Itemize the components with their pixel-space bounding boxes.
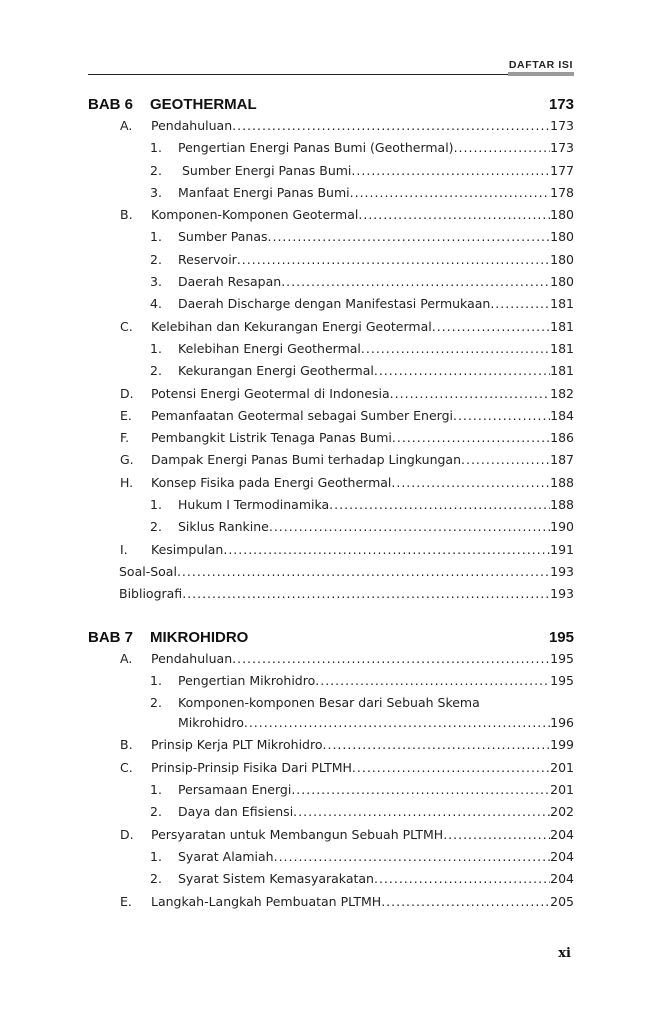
chapter-page: 173 xyxy=(548,96,574,113)
entry-page: 182 xyxy=(550,385,574,401)
entry-label: Sumber Energi Panas Bumi xyxy=(178,162,352,178)
entry-page: 205 xyxy=(550,893,574,909)
entry-page: 204 xyxy=(550,871,574,887)
dot-leader xyxy=(374,871,550,886)
dot-leader xyxy=(329,497,550,512)
entry-label: Siklus Rankine xyxy=(178,519,269,535)
entry-marker: 2. xyxy=(150,804,162,820)
entry-marker: A. xyxy=(120,650,133,666)
entry-page: 180 xyxy=(550,274,574,290)
toc-entry[interactable] xyxy=(88,252,574,274)
entry-page: 195 xyxy=(550,672,574,688)
entry-page: 180 xyxy=(550,207,574,223)
entry-label: Manfaat Energi Panas Bumi xyxy=(178,184,350,200)
dot-leader xyxy=(390,386,550,401)
dot-leader xyxy=(454,140,551,155)
running-header: DAFTAR ISI xyxy=(508,59,573,71)
dot-leader xyxy=(293,804,550,819)
entry-page: 188 xyxy=(550,497,574,513)
entry-label: Potensi Energi Geotermal di Indonesia xyxy=(151,385,390,401)
entry-label: Daya dan Efisiensi xyxy=(178,804,294,820)
entry-marker: 2. xyxy=(150,519,162,535)
entry-page: 184 xyxy=(550,407,574,423)
entry-marker: 4. xyxy=(150,296,162,312)
entry-label: Soal-Soal xyxy=(119,563,177,579)
toc-entry[interactable] xyxy=(88,452,574,474)
toc-entry[interactable] xyxy=(88,849,574,871)
entry-marker: 2. xyxy=(150,695,162,711)
entry-page: 193 xyxy=(550,586,574,602)
entry-label-continued: Mikrohidro xyxy=(178,715,244,731)
entry-page: 181 xyxy=(550,318,574,334)
toc-entry[interactable] xyxy=(88,673,574,695)
chapter-number: BAB 7 xyxy=(88,628,134,646)
chapter-spacer xyxy=(88,609,574,629)
entry-marker: A. xyxy=(120,118,133,133)
toc-entry[interactable] xyxy=(88,651,574,673)
entry-marker: 3. xyxy=(150,184,162,200)
toc-entry[interactable] xyxy=(88,695,574,715)
entry-marker: 2. xyxy=(150,162,162,178)
toc-entry[interactable] xyxy=(88,207,574,229)
entry-page: 199 xyxy=(550,737,574,753)
dot-leader xyxy=(490,296,550,311)
dot-leader xyxy=(352,760,550,775)
entry-label: Syarat Alamiah xyxy=(178,848,274,864)
dot-leader xyxy=(358,207,550,222)
entry-marker: D. xyxy=(120,826,134,842)
entry-page: 180 xyxy=(550,229,574,245)
toc-entry[interactable] xyxy=(88,804,574,826)
toc-entry[interactable] xyxy=(88,586,574,608)
dot-leader xyxy=(374,363,550,378)
entry-marker: H. xyxy=(120,474,134,490)
entry-label: Hukum I Termodinamika xyxy=(178,497,330,513)
entry-marker: C. xyxy=(120,759,133,775)
toc-entry[interactable] xyxy=(88,296,574,318)
dot-leader xyxy=(232,651,550,666)
entry-label: Sumber Panas xyxy=(178,229,268,245)
entry-marker: 2. xyxy=(150,871,162,887)
dot-leader xyxy=(361,341,550,356)
chapter-heading[interactable] xyxy=(88,629,574,651)
entry-label: Reservoir xyxy=(178,251,237,267)
dot-leader xyxy=(291,782,550,797)
entry-page: 178 xyxy=(550,184,574,200)
entry-page: 173 xyxy=(550,140,574,156)
dot-leader xyxy=(244,715,550,730)
toc-entry[interactable] xyxy=(88,319,574,341)
toc-entry[interactable] xyxy=(88,871,574,893)
page-number: xi xyxy=(558,946,571,961)
entry-label: Daerah Resapan xyxy=(178,274,282,290)
entry-label: Kelebihan dan Kekurangan Energi Geotermal xyxy=(151,318,432,334)
toc-entry[interactable] xyxy=(88,408,574,430)
entry-label: Konsep Fisika pada Energi Geothermal xyxy=(151,474,392,490)
table-of-contents xyxy=(88,96,574,916)
chapter-heading[interactable] xyxy=(88,96,574,118)
entry-marker: G. xyxy=(120,452,134,468)
entry-page: 181 xyxy=(550,296,574,312)
entry-label: Pendahuluan xyxy=(151,650,233,666)
entry-page: 202 xyxy=(550,804,574,820)
entry-label: Kekurangan Energi Geothermal xyxy=(178,363,374,379)
toc-entry[interactable] xyxy=(88,430,574,452)
entry-marker: E. xyxy=(120,407,132,423)
entry-page: 181 xyxy=(550,363,574,379)
dot-leader xyxy=(351,163,550,178)
entry-marker: B. xyxy=(120,207,133,223)
dot-leader xyxy=(453,408,550,423)
chapter-title: MIKROHIDRO xyxy=(150,628,249,646)
toc-entry[interactable] xyxy=(88,163,574,185)
dot-leader xyxy=(223,542,550,557)
entry-marker: 1. xyxy=(150,497,162,513)
entry-page: 180 xyxy=(550,251,574,267)
entry-page: 195 xyxy=(550,650,574,666)
entry-label: Langkah-Langkah Pembuatan PLTMH xyxy=(151,893,382,909)
entry-label: Komponen-komponen Besar dari Sebuah Skema xyxy=(178,695,480,711)
entry-label: Syarat Sistem Kemasyarakatan xyxy=(178,871,374,887)
dot-leader xyxy=(392,430,550,445)
entry-marker: I. xyxy=(120,541,128,557)
entry-label: Kelebihan Energi Geothermal xyxy=(178,340,361,356)
header-rule xyxy=(88,74,508,75)
entry-page: 187 xyxy=(550,452,574,468)
entry-page: 173 xyxy=(550,118,574,133)
dot-leader xyxy=(269,519,550,534)
entry-page: 181 xyxy=(550,340,574,356)
entry-marker: B. xyxy=(120,737,133,753)
entry-page: 191 xyxy=(550,541,574,557)
dot-leader xyxy=(237,252,550,267)
entry-label: Pembangkit Listrik Tenaga Panas Bumi xyxy=(151,430,392,446)
entry-marker: C. xyxy=(120,318,133,334)
entry-marker: E. xyxy=(120,893,132,909)
toc-entry-continuation[interactable] xyxy=(88,715,574,737)
entry-page: 196 xyxy=(550,715,574,731)
entry-page: 201 xyxy=(550,782,574,798)
toc-entry[interactable] xyxy=(88,564,574,586)
entry-marker: 1. xyxy=(150,848,162,864)
dot-leader xyxy=(177,564,550,579)
entry-page: 193 xyxy=(550,563,574,579)
dot-leader xyxy=(323,737,551,752)
dot-leader xyxy=(232,118,550,133)
entry-page: 177 xyxy=(550,162,574,178)
dot-leader xyxy=(443,827,550,842)
entry-marker: 1. xyxy=(150,229,162,245)
toc-entry[interactable] xyxy=(88,185,574,207)
dot-leader xyxy=(315,673,550,688)
dot-leader xyxy=(281,274,550,289)
dot-leader xyxy=(461,452,550,467)
toc-entry[interactable] xyxy=(88,760,574,782)
entry-marker: F. xyxy=(120,430,130,446)
toc-entry[interactable] xyxy=(88,118,574,140)
toc-entry[interactable] xyxy=(88,827,574,849)
toc-entry[interactable] xyxy=(88,363,574,385)
entry-page: 204 xyxy=(550,848,574,864)
toc-entry[interactable] xyxy=(88,140,574,162)
toc-entry[interactable] xyxy=(88,519,574,541)
entry-marker: 1. xyxy=(150,340,162,356)
entry-marker: 2. xyxy=(150,363,162,379)
toc-entry[interactable] xyxy=(88,274,574,296)
dot-leader xyxy=(391,475,550,490)
dot-leader xyxy=(350,185,551,200)
toc-entry[interactable] xyxy=(88,475,574,497)
entry-marker: 1. xyxy=(150,140,162,156)
entry-page: 186 xyxy=(550,430,574,446)
toc-entry[interactable] xyxy=(88,341,574,363)
entry-label: Pengertian Mikrohidro xyxy=(178,672,316,688)
entry-label: Pengertian Energi Panas Bumi (Geothermal) xyxy=(178,140,454,156)
dot-leader xyxy=(432,319,550,334)
entry-label: Dampak Energi Panas Bumi terhadap Lingkungan xyxy=(151,452,462,468)
dot-leader xyxy=(268,229,551,244)
entry-label: Daerah Discharge dengan Manifestasi Permukaan xyxy=(178,296,491,312)
chapter-number: BAB 6 xyxy=(88,96,134,113)
entry-label: Kesimpulan xyxy=(151,541,224,557)
chapter-title: GEOTHERMAL xyxy=(150,96,257,113)
entry-label: Persyaratan untuk Membangun Sebuah PLTMH xyxy=(151,826,444,842)
entry-label: Persamaan Energi xyxy=(178,782,292,798)
entry-page: 188 xyxy=(550,474,574,490)
entry-marker: D. xyxy=(120,385,134,401)
dot-leader xyxy=(182,586,550,601)
entry-label: Prinsip-Prinsip Fisika Dari PLTMH xyxy=(151,759,352,775)
entry-page: 190 xyxy=(550,519,574,535)
entry-marker: 1. xyxy=(150,672,162,688)
dot-leader xyxy=(274,849,551,864)
chapter-page: 195 xyxy=(548,628,574,646)
entry-marker: 1. xyxy=(150,782,162,798)
entry-label: Komponen-Komponen Geotermal xyxy=(151,207,359,223)
entry-label: Pemanfaatan Geotermal sebagai Sumber Energi xyxy=(151,407,453,423)
entry-label: Prinsip Kerja PLT Mikrohidro xyxy=(151,737,323,753)
toc-entry[interactable] xyxy=(88,497,574,519)
entry-page: 201 xyxy=(550,759,574,775)
entry-label: Bibliografi xyxy=(119,586,183,602)
toc-entry[interactable] xyxy=(88,542,574,564)
entry-label: Pendahuluan xyxy=(151,118,233,133)
toc-entry[interactable] xyxy=(88,229,574,251)
entry-page: 204 xyxy=(550,826,574,842)
toc-entry[interactable] xyxy=(88,894,574,916)
toc-entry[interactable] xyxy=(88,782,574,804)
entry-marker: 3. xyxy=(150,274,162,290)
toc-entry[interactable] xyxy=(88,386,574,408)
entry-marker: 2. xyxy=(150,251,162,267)
toc-entry[interactable] xyxy=(88,737,574,759)
dot-leader xyxy=(381,894,550,909)
header-accent-bar xyxy=(508,72,574,76)
